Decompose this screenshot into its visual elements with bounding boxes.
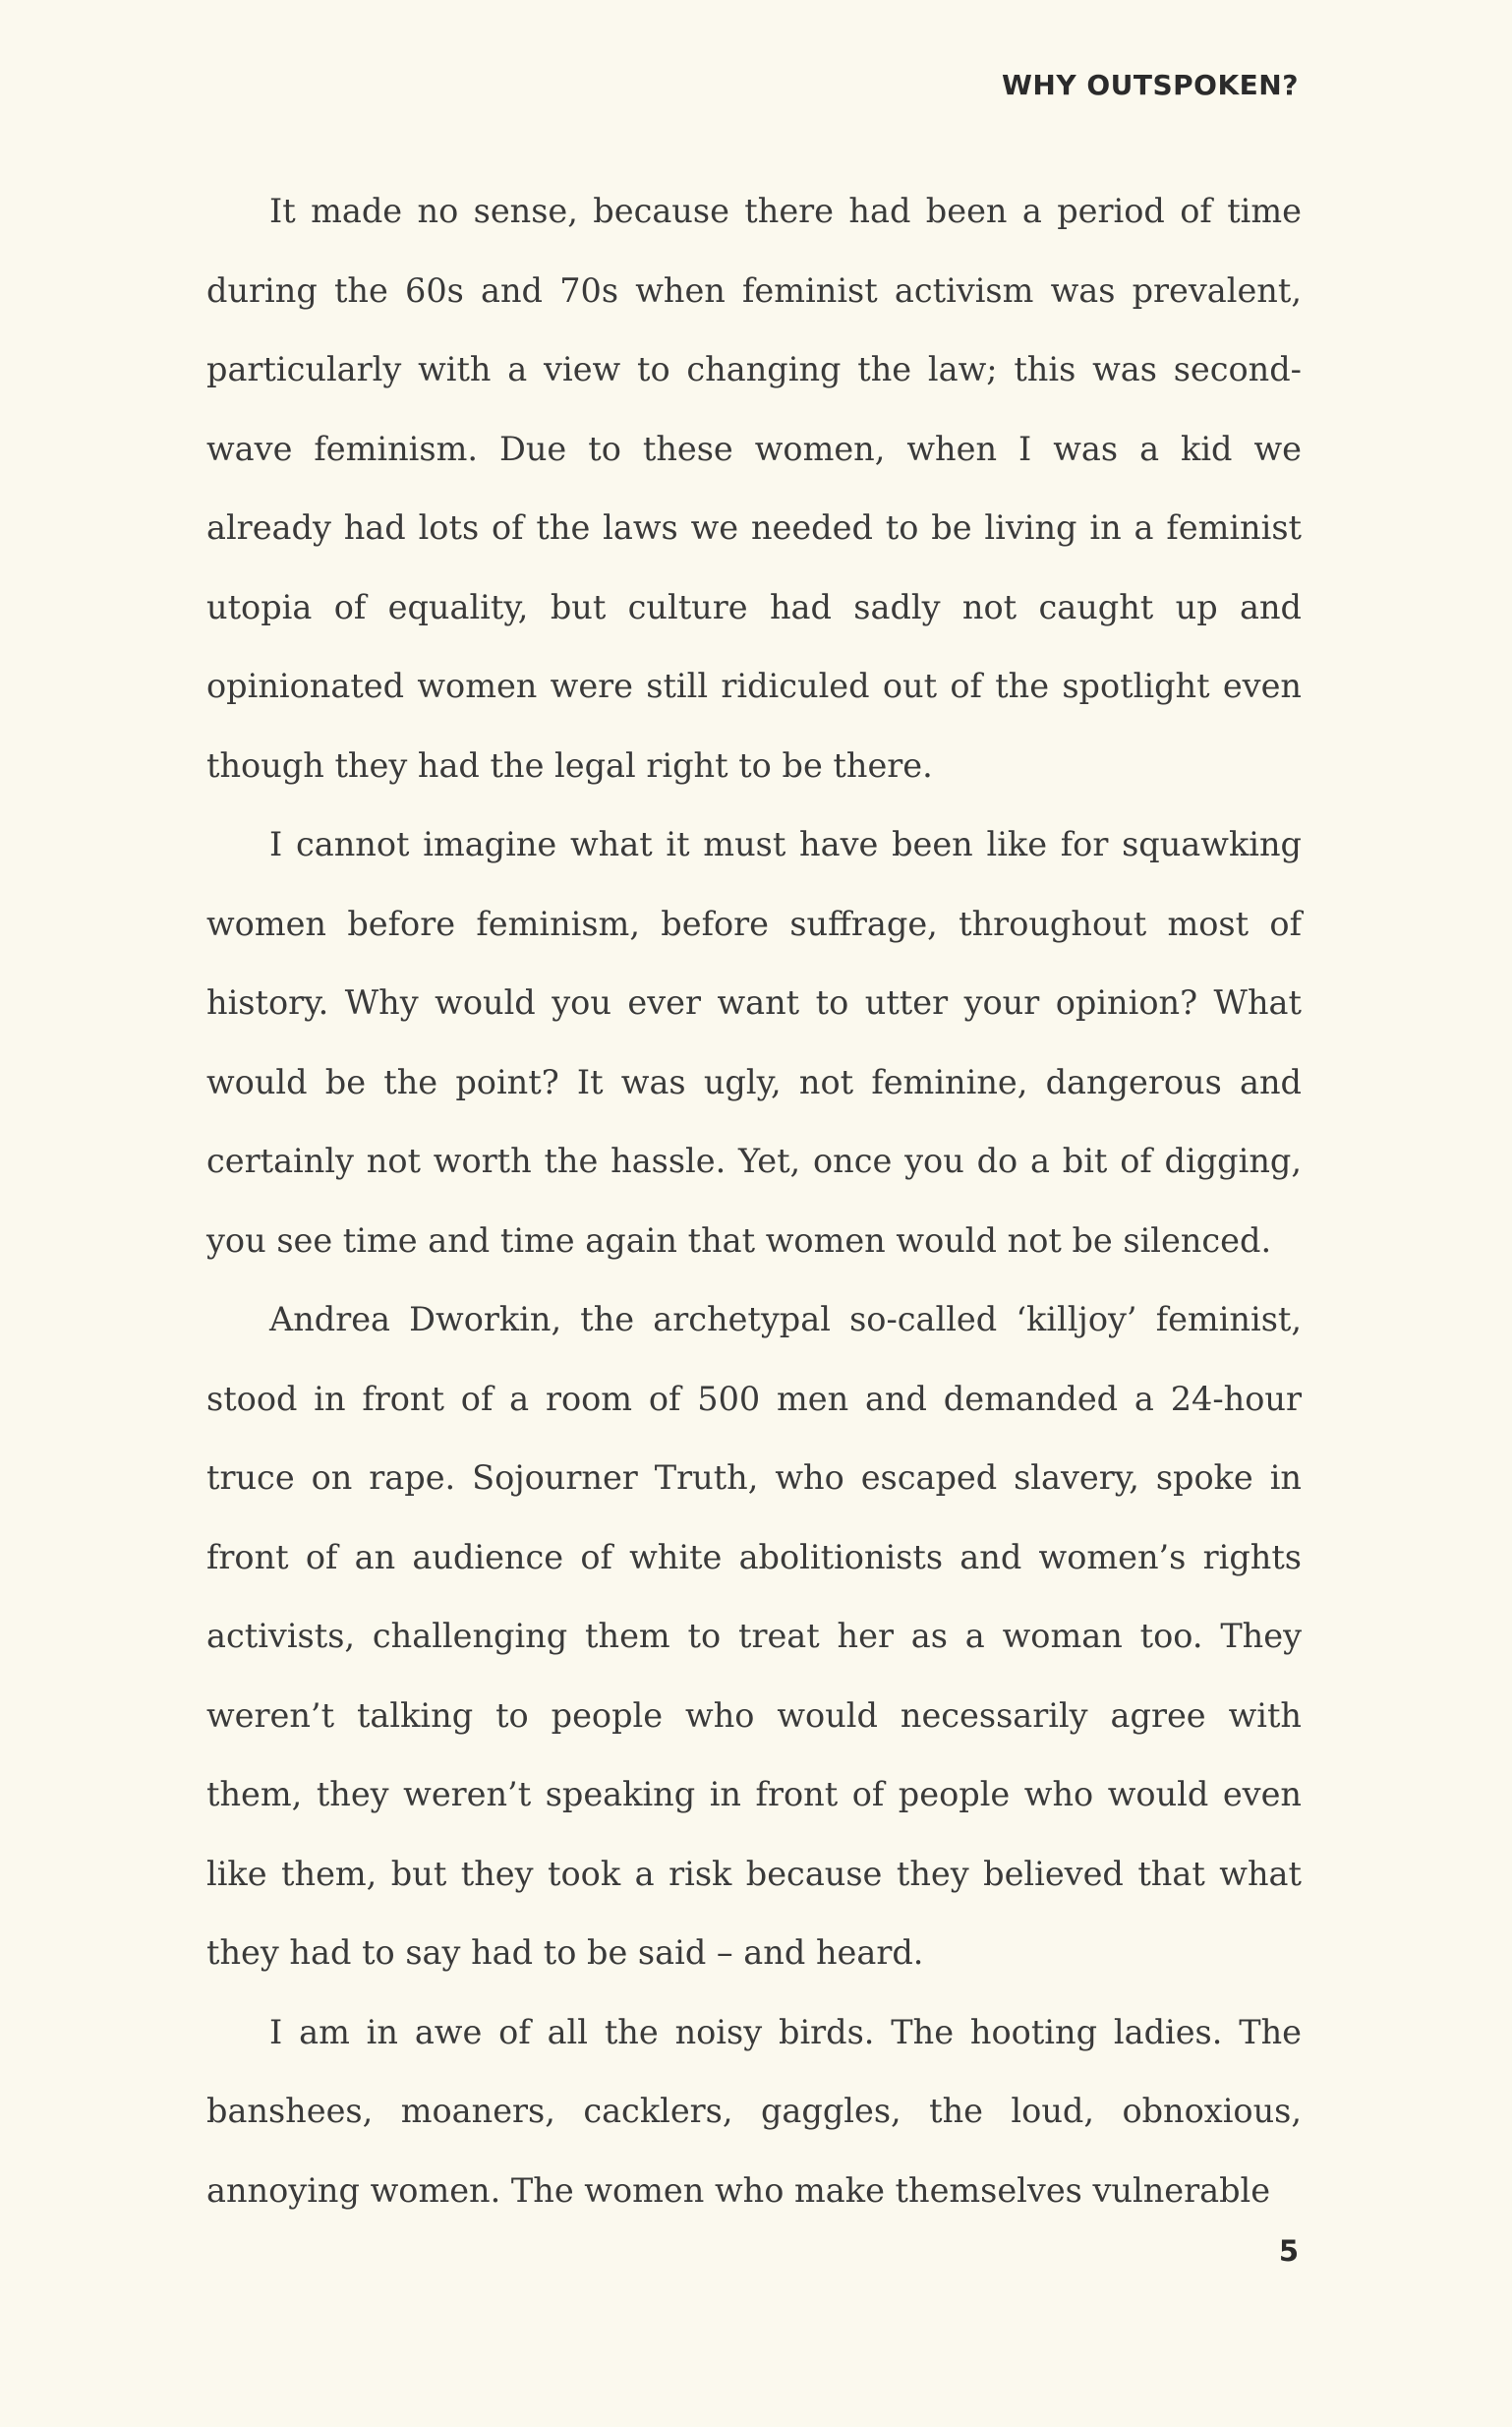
paragraph: It made no sense, because there had been a period of time during the 60s and 70s when feminist activism was prevalent, particularly with a view to changing the law; this was second-wave feminism. Due to these women, when I was a kid we already had lots of the laws we needed to be living in a feminist utopia of equality, but culture had sadly not caught up and opinionated women were still ridiculed out of the spotlight even though they had the legal right to be there. xyxy=(206,192,1302,785)
body-text xyxy=(206,172,1302,2230)
paragraph: Andrea Dworkin, the archetypal so-called ‘killjoy’ feminist, stood in front of a room of 500 men and demanded a 24-hour truce on rape. Sojourner Truth, who escaped slavery, spoke in front of an audience of white abolitionists and women’s rights activists, challenging them to treat her as a woman too. They weren’t talking to people who would necessarily agree with them, they weren’t speaking in front of people who would even like them, but they took a risk because they believed that what they had to say had to be said – and heard. xyxy=(206,1300,1302,1972)
running-header: WHY OUTSPOKEN? xyxy=(1002,69,1299,101)
page-number: 5 xyxy=(1278,2234,1299,2268)
paragraph: I cannot imagine what it must have been like for squawking women before feminism, before suffrage, throughout most of history. Why would you ever want to utter your opinion? What would be the point? It was ugly, not feminine, dangerous and certainly not worth the hassle. Yet, once you do a bit of digging, you see time and time again that women would not be silenced. xyxy=(206,825,1302,1260)
paragraph: I am in awe of all the noisy birds. The hooting ladies. The banshees, moaners, cacklers, gaggles, the loud, obnoxious, annoying women. The women who make themselves vulnerable xyxy=(206,2012,1302,2210)
